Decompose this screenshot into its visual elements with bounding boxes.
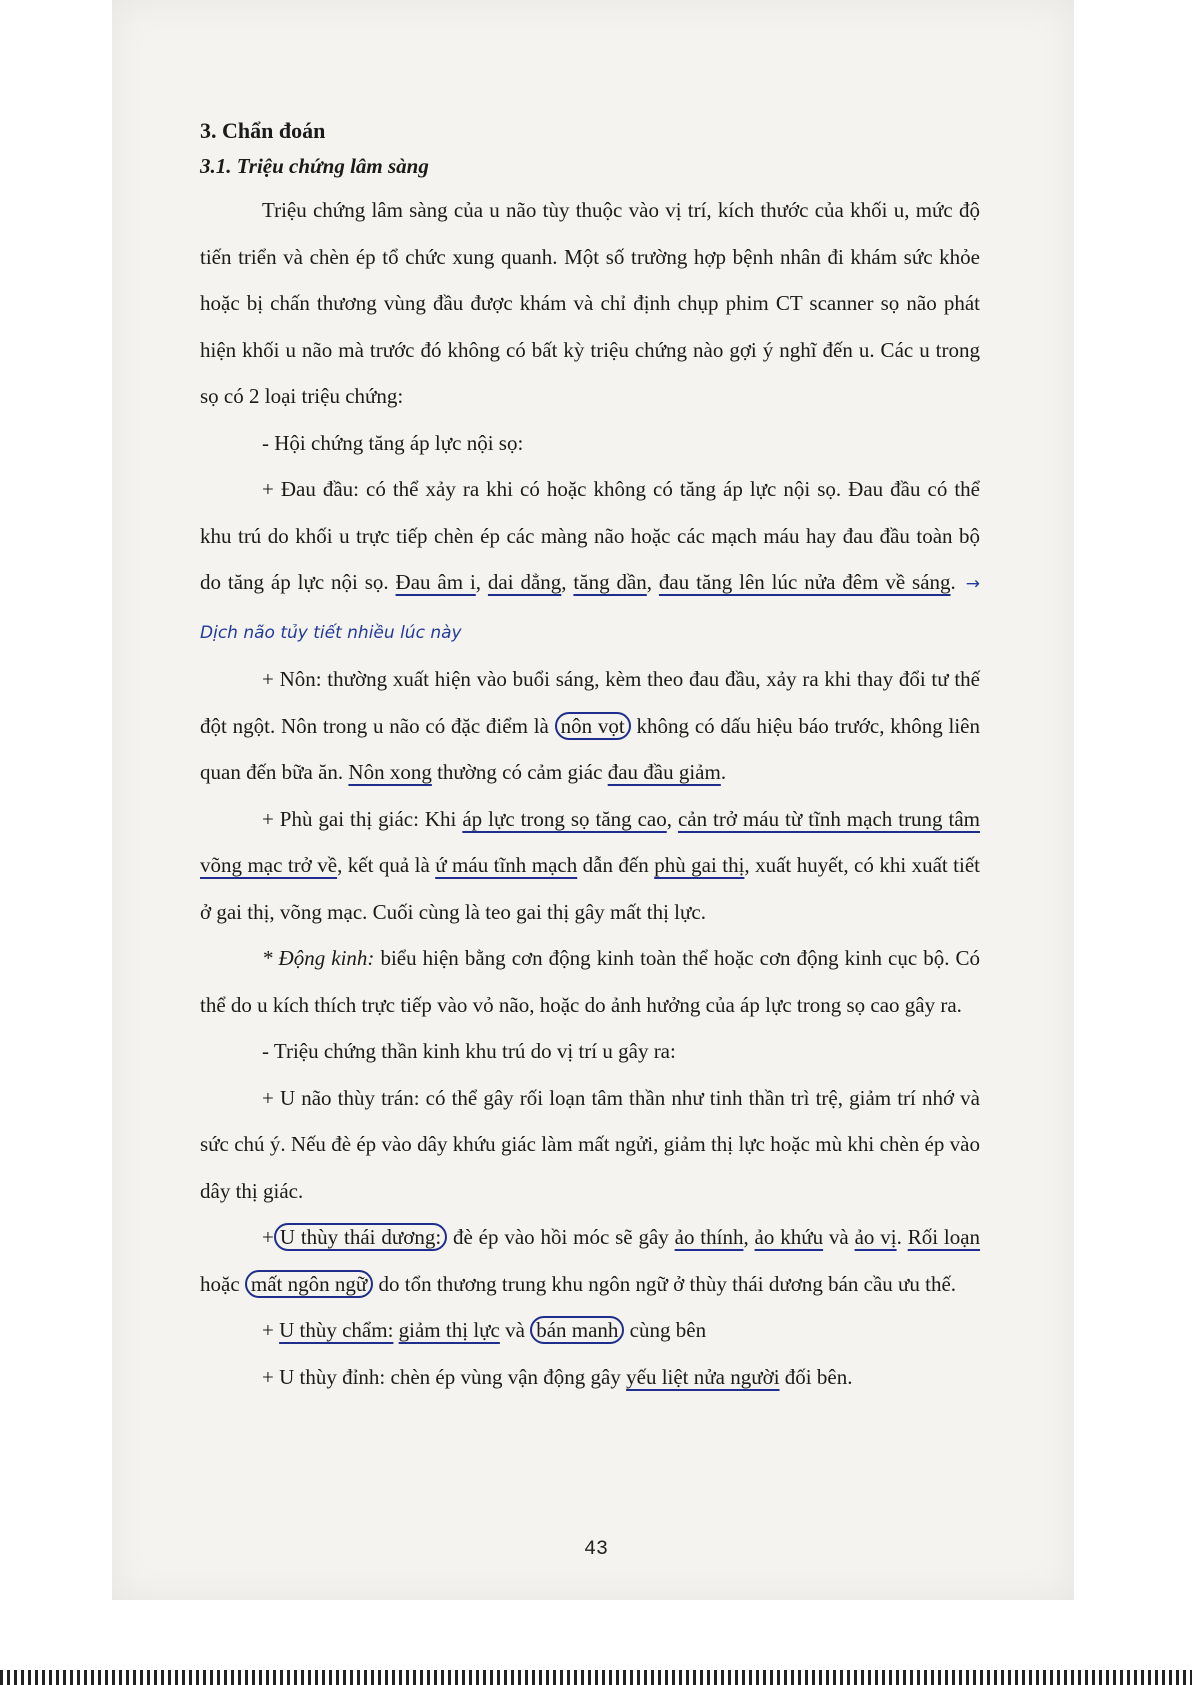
page-number: 43: [583, 1538, 608, 1561]
underlined-text: ứ máu tĩnh mạch: [435, 853, 578, 877]
underlined-text: U thùy chẩm:: [279, 1318, 394, 1342]
paragraph-frontal-lobe: + U não thùy trán: có thể gây rối loạn tâm thần như tinh thần trì trệ, giảm trí nhớ và sức chú ý. Nếu đè ép vào dây khứu giác làm mất ngửi, giảm thị lực hoặc mù khi chèn ép vào dây thị giác.: [200, 1085, 980, 1203]
underlined-text: ảo khứu: [754, 1225, 824, 1249]
epilepsy-label: * Động kinh:: [262, 946, 375, 970]
underlined-text: áp lực trong sọ tăng cao: [462, 806, 667, 831]
list-item-focal: - Triệu chứng thần kinh khu trú do vị trí u gây ra:: [262, 1039, 676, 1063]
scan-edge-strip: [0, 1670, 1192, 1685]
underlined-text: Rối loạn: [907, 1225, 981, 1249]
text: ,: [646, 570, 659, 594]
circled-text: nôn vọt: [555, 712, 631, 740]
underlined-text: đau tăng lên lúc nửa đêm về sáng: [658, 570, 951, 594]
underlined-text: ảo vị: [854, 1225, 897, 1249]
text: dẫn đến: [577, 853, 655, 877]
text: hoặc: [200, 1271, 245, 1296]
text: +: [262, 1318, 280, 1342]
paragraph-epilepsy: [200, 935, 980, 1028]
underlined-text: Đau âm i: [395, 570, 476, 594]
text: cùng bên: [624, 1318, 707, 1342]
list-item-intracranial: - Hội chứng tăng áp lực nội sọ:: [262, 430, 524, 455]
text: + Đau đầu: có thể xảy ra khi có hoặc không có tăng áp lực nội sọ. Đau đầu có thể khu trú do khối u trực tiếp chèn ép các màng não hoặc các mạch máu hay đau đầu toàn bộ do tăng áp lực nội sọ.: [200, 477, 980, 594]
text: ,: [743, 1225, 755, 1249]
text: , xuất huyết, có khi xuất tiết ở gai thị, võng mạc. Cuối cùng là teo gai thị gây mất thị lực.: [200, 853, 981, 924]
underlined-text: yếu liệt nửa người: [626, 1364, 780, 1389]
text: .: [950, 570, 956, 594]
section-heading: 3. Chẩn đoán: [200, 118, 326, 143]
subsection-heading: 3.1. Triệu chứng lâm sàng: [200, 154, 429, 178]
paragraph-headache: [200, 466, 980, 656]
text: đối bên.: [779, 1364, 853, 1389]
underlined-text: dai dẳng: [487, 570, 562, 594]
underlined-text: ảo thính: [674, 1225, 744, 1249]
underlined-text: tăng dần: [573, 570, 647, 594]
text: và: [823, 1225, 855, 1249]
document-body: [200, 118, 980, 1400]
handwritten-note: → Dịch não tủy tiết nhiều lúc này: [200, 574, 981, 643]
text: thường có cảm giác: [431, 760, 608, 784]
circled-text: U thùy thái dương:: [274, 1223, 447, 1251]
paragraph-occipital-lobe: [200, 1307, 980, 1354]
text: + Nôn: thường xuất hiện vào buổi sáng, kèm theo đau đầu, xảy ra khi thay đổi tư thế đột ngột. Nôn trong u não có đặc điểm là: [200, 667, 980, 738]
circled-text: bán manh: [530, 1316, 624, 1344]
underlined-text: Nôn xong: [348, 760, 432, 784]
text: + U thùy đỉnh: chèn ép vùng vận động gây: [262, 1364, 627, 1389]
underlined-text: phù gai thị: [654, 853, 745, 877]
text: ,: [561, 570, 574, 594]
text: biểu hiện bằng cơn động kinh toàn thể hoặc cơn động kinh cục bộ. Có thể do u kích thích trực tiếp vào vỏ não, hoặc do ảnh hưởng của áp lực trong sọ cao gây ra.: [200, 946, 980, 1017]
text: ,: [475, 570, 488, 594]
text: ,: [666, 806, 678, 831]
paragraph-papilledema: [200, 796, 980, 936]
text: + Phù gai thị giác: Khi: [262, 806, 463, 831]
text: +: [262, 1225, 274, 1249]
text: .: [720, 760, 727, 784]
intro-paragraph: Triệu chứng lâm sàng của u não tùy thuộc vào vị trí, kích thước của khối u, mức độ tiến triển và chèn ép tổ chức xung quanh. Một số trường hợp bệnh nhân đi khám sức khỏe hoặc bị chấn thương vùng đầu được khám và chỉ định chụp phim CT scanner sọ não phát hiện khối u não mà trước đó không có bất kỳ triệu chứng nào gợi ý nghĩ đến u. Các u trong sọ có 2 loại triệu chứng:: [200, 198, 980, 408]
paragraph-vomiting: [200, 656, 980, 796]
paragraph-temporal-lobe: [200, 1214, 980, 1307]
text: và: [499, 1318, 531, 1342]
text: không có dấu hiệu báo trước, không liên quan đến bữa ăn.: [200, 713, 980, 784]
text: , kết quả là: [337, 853, 436, 877]
underlined-text: giảm thị lực: [398, 1318, 500, 1342]
text: do tổn thương trung khu ngôn ngữ ở thùy thái dương bán cầu ưu thế.: [373, 1271, 957, 1296]
text: .: [896, 1225, 908, 1249]
text: đè ép vào hồi móc sẽ gây: [447, 1225, 675, 1249]
underlined-text: cản trở máu từ tĩnh mạch trung tâm võng mạc trở về: [200, 806, 980, 877]
underlined-text: đau đầu giảm: [607, 760, 721, 784]
paragraph-parietal-lobe: [200, 1354, 980, 1401]
circled-text: mất ngôn ngữ: [245, 1270, 373, 1298]
